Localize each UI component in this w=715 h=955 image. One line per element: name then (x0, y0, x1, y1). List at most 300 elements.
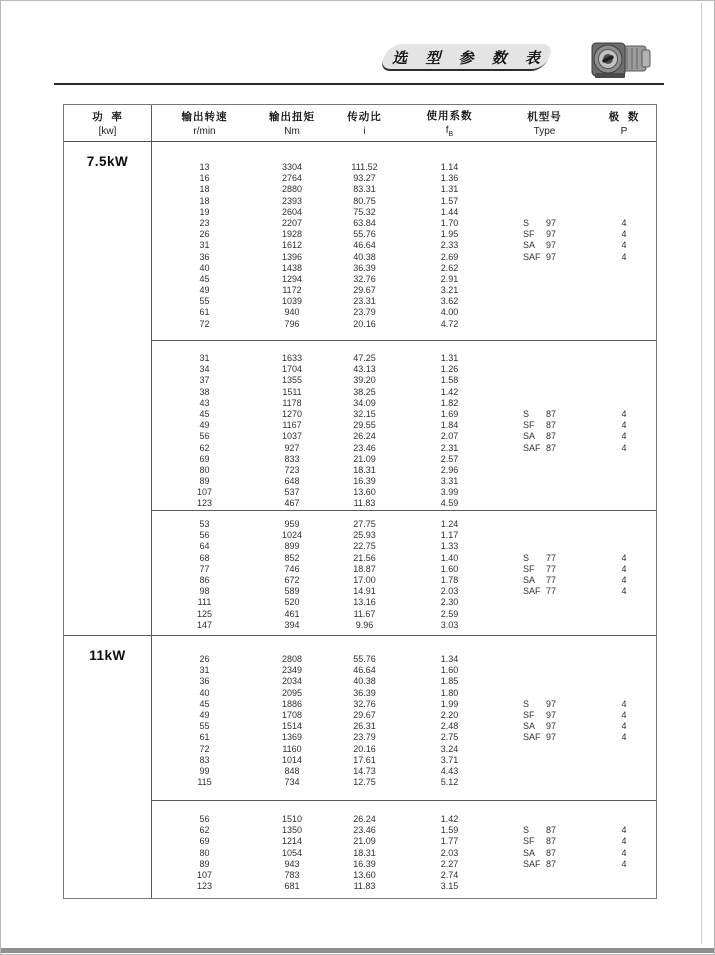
table-row (152, 699, 656, 710)
torque-cell: 899 (284, 541, 300, 552)
ratio-cell: 11.83 (353, 881, 376, 892)
torque-cell: 1054 (281, 847, 303, 858)
fb-cell: 4.43 (440, 765, 459, 776)
torque-cell: 520 (284, 597, 300, 608)
fb-cell: 1.60 (440, 563, 459, 574)
rpm-cell: 115 (197, 777, 212, 788)
column-header: 输出扭矩 Nm (269, 111, 315, 137)
ratio-cell: 23.79 (353, 732, 376, 743)
rpm-cell: 56 (199, 431, 210, 442)
rpm-cell: 99 (199, 765, 210, 776)
page-title-banner (384, 44, 549, 71)
torque-cell: 2604 (281, 206, 303, 217)
fb-cell: 2.57 (440, 453, 459, 464)
rpm-cell: 55 (199, 296, 210, 307)
table-row (152, 766, 656, 777)
table-row (152, 575, 656, 586)
torque-cell: 1350 (281, 825, 303, 836)
ratio-cell: 26.24 (353, 814, 376, 824)
power-section (64, 635, 656, 898)
rpm-cell: 18 (199, 184, 210, 195)
ratio-cell: 55.76 (353, 654, 376, 664)
ratio-cell: 39.20 (353, 375, 376, 386)
table-row (152, 519, 656, 530)
torque-cell: 943 (284, 858, 300, 869)
rpm-cell: 83 (199, 754, 210, 765)
table-row (152, 443, 656, 454)
ratio-cell: 43.13 (353, 364, 376, 375)
table-row (152, 870, 656, 881)
poles-cell: 4 (621, 732, 627, 743)
torque-cell: 2808 (281, 654, 303, 664)
type-cell: SF 97 (523, 709, 557, 720)
ratio-cell: 18.87 (353, 563, 376, 574)
type-cell: SAF 97 (523, 732, 557, 743)
torque-cell: 1178 (282, 397, 302, 408)
torque-cell: 2095 (281, 687, 303, 698)
torque-cell: 648 (284, 476, 300, 487)
table-row (152, 296, 656, 307)
fb-cell: 1.31 (440, 184, 459, 195)
ratio-cell: 26.24 (353, 431, 376, 442)
ratio-cell: 23.46 (353, 442, 376, 453)
ratio-block (152, 800, 656, 898)
table-row (152, 814, 656, 825)
rpm-cell: 31 (199, 353, 210, 363)
rpm-cell: 80 (199, 847, 210, 858)
table-row (152, 375, 656, 386)
ratio-cell: 25.93 (353, 530, 376, 541)
power-cell (64, 636, 152, 898)
torque-cell: 1024 (281, 530, 303, 541)
rpm-cell: 40 (199, 687, 210, 698)
ratio-cell: 13.16 (353, 597, 376, 608)
rpm-cell: 40 (199, 262, 210, 273)
torque-cell: 852 (284, 552, 300, 563)
poles-cell: 4 (621, 442, 627, 453)
ratio-cell: 29.67 (353, 285, 376, 296)
poles-cell: 4 (621, 858, 627, 869)
table-row (152, 431, 656, 442)
fb-cell: 2.27 (440, 858, 459, 869)
fb-cell: 1.69 (440, 408, 459, 419)
ratio-cell: 32.76 (353, 698, 376, 709)
ratio-cell: 40.38 (353, 676, 376, 687)
ratio-cell: 9.96 (355, 619, 374, 630)
poles-cell: 4 (621, 240, 627, 251)
table-row (152, 307, 656, 318)
table-row (152, 240, 656, 251)
table-row (152, 353, 656, 364)
fb-cell: 2.69 (440, 251, 459, 262)
fb-cell: 1.59 (440, 825, 459, 836)
fb-cell: 1.82 (440, 397, 459, 408)
fb-cell: 4.00 (440, 307, 459, 318)
table-row (152, 487, 656, 498)
rpm-cell: 13 (199, 162, 210, 172)
rpm-cell: 34 (199, 364, 210, 375)
table-row (152, 732, 656, 743)
rpm-cell: 77 (199, 563, 210, 574)
torque-cell: 2764 (281, 173, 303, 184)
rpm-cell: 80 (199, 464, 210, 475)
type-cell: SA 97 (523, 240, 557, 251)
fb-cell: 1.84 (440, 420, 459, 431)
fb-cell: 3.03 (440, 619, 459, 630)
fb-cell: 1.36 (440, 173, 459, 184)
torque-cell: 672 (284, 574, 300, 585)
table-row (152, 859, 656, 870)
type-cell: S 87 (523, 825, 557, 836)
torque-cell: 1514 (281, 721, 303, 732)
ratio-cell: 21.09 (353, 836, 376, 847)
type-cell: SA 77 (523, 574, 557, 585)
torque-cell: 734 (284, 777, 300, 788)
poles-cell: 4 (621, 709, 627, 720)
table-row (152, 196, 656, 207)
table-row (152, 274, 656, 285)
rpm-cell: 49 (199, 285, 210, 296)
ratio-block (152, 636, 656, 800)
ratio-cell: 63.84 (353, 217, 376, 228)
power-section (64, 142, 656, 635)
rpm-cell: 61 (199, 307, 210, 318)
ratio-cell: 34.09 (353, 397, 376, 408)
rpm-cell: 111 (197, 597, 212, 608)
rpm-cell: 43 (199, 397, 210, 408)
fb-cell: 1.31 (440, 353, 459, 363)
fb-cell: 3.31 (440, 476, 459, 487)
header-rule (54, 83, 664, 85)
torque-cell: 1704 (281, 364, 303, 375)
table-row (152, 597, 656, 608)
table-row (152, 263, 656, 274)
torque-cell: 3304 (281, 162, 303, 172)
torque-cell: 783 (284, 869, 300, 880)
power-cell (64, 142, 152, 635)
rpm-cell: 69 (199, 836, 210, 847)
table-row (152, 184, 656, 195)
torque-cell: 1886 (281, 698, 303, 709)
fb-cell: 1.42 (440, 386, 459, 397)
ratio-cell: 29.67 (353, 709, 376, 720)
table-row (152, 825, 656, 836)
torque-cell: 2207 (281, 217, 303, 228)
ratio-block (152, 142, 656, 340)
table-row (152, 755, 656, 766)
table-row (152, 498, 656, 509)
poles-cell: 4 (621, 552, 627, 563)
table-row (152, 609, 656, 620)
rpm-cell: 45 (199, 408, 210, 419)
torque-cell: 2349 (281, 665, 303, 676)
rpm-cell: 69 (199, 453, 210, 464)
ratio-cell: 13.60 (353, 487, 376, 498)
type-cell: SAF 77 (523, 586, 557, 597)
ratio-cell: 18.31 (353, 847, 376, 858)
rpm-cell: 123 (196, 881, 213, 892)
fb-cell: 4.72 (440, 318, 459, 329)
torque-cell: 1355 (281, 375, 303, 386)
torque-cell: 1294 (281, 273, 303, 284)
torque-cell: 1928 (281, 229, 303, 240)
rpm-cell: 147 (196, 619, 213, 630)
rpm-cell: 107 (196, 487, 213, 498)
rpm-cell: 86 (199, 574, 210, 585)
poles-cell: 4 (621, 836, 627, 847)
fb-cell: 2.33 (440, 240, 459, 251)
ratio-block (152, 510, 656, 635)
fb-cell: 3.24 (440, 743, 459, 754)
rpm-cell: 62 (199, 825, 210, 836)
ratio-cell: 27.75 (353, 519, 376, 529)
fb-cell: 2.91 (440, 273, 459, 284)
ratio-cell: 23.31 (353, 296, 376, 307)
rpm-cell: 61 (199, 732, 210, 743)
torque-cell: 1369 (281, 732, 303, 743)
poles-cell: 4 (621, 847, 627, 858)
torque-cell: 537 (284, 487, 300, 498)
rpm-cell: 23 (199, 217, 210, 228)
rpm-cell: 62 (199, 442, 210, 453)
torque-cell: 1167 (282, 420, 302, 431)
fb-cell: 2.03 (440, 586, 459, 597)
poles-cell: 4 (621, 698, 627, 709)
table-row (152, 836, 656, 847)
type-cell: SF 97 (523, 229, 557, 240)
table-row (152, 688, 656, 699)
rpm-cell: 36 (199, 676, 210, 687)
ratio-cell: 23.79 (353, 307, 376, 318)
column-header: 传动比 i (347, 111, 382, 137)
fb-cell: 1.99 (440, 698, 459, 709)
rpm-cell: 26 (199, 654, 210, 664)
table-row (152, 207, 656, 218)
torque-cell: 1160 (282, 743, 302, 754)
torque-cell: 1039 (281, 296, 303, 307)
rpm-cell: 72 (199, 743, 210, 754)
rpm-cell: 55 (199, 721, 210, 732)
torque-cell: 1510 (281, 814, 303, 824)
rpm-cell: 107 (196, 869, 213, 880)
poles-cell: 4 (621, 586, 627, 597)
type-cell: S 77 (523, 552, 557, 563)
rpm-cell: 36 (199, 251, 210, 262)
rpm-cell: 89 (199, 858, 210, 869)
fb-cell: 2.30 (440, 597, 459, 608)
fb-cell: 1.60 (440, 665, 459, 676)
table-row (152, 620, 656, 631)
fb-cell: 1.78 (440, 574, 459, 585)
ratio-cell: 12.75 (353, 777, 376, 788)
poles-cell: 4 (621, 574, 627, 585)
ratio-cell: 14.73 (353, 765, 376, 776)
ratio-block (152, 340, 656, 510)
rpm-cell: 19 (199, 206, 210, 217)
table-row (152, 881, 656, 892)
fb-cell: 2.03 (440, 847, 459, 858)
rpm-cell: 123 (196, 498, 213, 509)
fb-cell: 1.42 (440, 814, 459, 824)
poles-cell: 4 (621, 431, 627, 442)
fb-cell: 3.71 (440, 754, 459, 765)
table-row (152, 744, 656, 755)
fb-cell: 1.40 (440, 552, 459, 563)
table-body (64, 142, 656, 898)
ratio-cell: 38.25 (353, 386, 376, 397)
fb-cell: 1.58 (440, 375, 459, 386)
rpm-cell: 49 (199, 420, 210, 431)
page-title: 选 型 参 数 表 (392, 50, 547, 67)
torque-cell: 1037 (281, 431, 303, 442)
torque-cell: 1172 (282, 285, 302, 296)
type-cell: SA 87 (523, 431, 557, 442)
table-row (152, 229, 656, 240)
power-label: 7.5kW (86, 154, 129, 169)
ratio-cell: 40.38 (353, 251, 376, 262)
table-row (152, 420, 656, 431)
table-row (152, 218, 656, 229)
torque-cell: 848 (284, 765, 300, 776)
torque-cell: 833 (284, 453, 300, 464)
table-header-row (64, 105, 656, 142)
fb-cell: 1.14 (440, 162, 459, 172)
ratio-cell: 17.61 (353, 754, 376, 765)
ratio-cell: 11.83 (353, 498, 376, 509)
fb-cell: 1.95 (440, 229, 459, 240)
rpm-cell: 64 (199, 541, 210, 552)
column-header: 极 数 P (608, 111, 640, 137)
page-margin-line (701, 3, 702, 944)
selection-parameter-table (63, 104, 657, 899)
table-row (152, 476, 656, 487)
poles-cell: 4 (621, 721, 627, 732)
table-row (152, 530, 656, 541)
ratio-cell: 75.32 (353, 206, 376, 217)
table-row (152, 586, 656, 597)
ratio-cell: 13.60 (353, 869, 376, 880)
torque-cell: 723 (284, 464, 300, 475)
ratio-cell: 11.67 (353, 608, 376, 619)
table-row (152, 285, 656, 296)
fb-cell: 3.99 (440, 487, 459, 498)
ratio-cell: 26.31 (353, 721, 376, 732)
torque-cell: 940 (284, 307, 300, 318)
torque-cell: 2393 (281, 195, 303, 206)
ratio-cell: 93.27 (353, 173, 376, 184)
torque-cell: 1014 (281, 754, 303, 765)
ratio-cell: 14.91 (353, 586, 376, 597)
rpm-cell: 16 (199, 173, 210, 184)
torque-cell: 1708 (281, 709, 303, 720)
fb-cell: 1.33 (440, 541, 459, 552)
ratio-cell: 46.64 (353, 665, 376, 676)
fb-cell: 2.20 (440, 709, 459, 720)
table-row (152, 710, 656, 721)
table-row (152, 541, 656, 552)
rpm-cell: 45 (199, 698, 210, 709)
rpm-cell: 31 (199, 665, 210, 676)
torque-cell: 1214 (281, 836, 303, 847)
column-header: 功 率 [kw] (64, 105, 152, 141)
rpm-cell: 49 (199, 709, 210, 720)
table-row (152, 252, 656, 263)
fb-cell: 2.59 (440, 608, 459, 619)
ratio-cell: 16.39 (353, 476, 376, 487)
fb-cell: 1.17 (440, 530, 459, 541)
torque-cell: 589 (284, 586, 300, 597)
ratio-cell: 111.52 (351, 162, 378, 172)
ratio-cell: 20.16 (353, 318, 376, 329)
rpm-cell: 56 (199, 814, 210, 824)
ratio-cell: 29.55 (353, 420, 376, 431)
ratio-cell: 80.75 (353, 195, 376, 206)
fb-cell: 1.85 (440, 676, 459, 687)
type-cell: SAF 97 (523, 251, 557, 262)
fb-cell: 1.24 (440, 519, 459, 529)
torque-cell: 2880 (281, 184, 303, 195)
ratio-cell: 36.39 (353, 687, 376, 698)
torque-cell: 461 (284, 608, 300, 619)
ratio-cell: 21.09 (353, 453, 376, 464)
rpm-cell: 89 (199, 476, 210, 487)
fb-cell: 1.34 (440, 654, 459, 664)
fb-cell: 2.62 (440, 262, 459, 273)
type-cell: S 97 (523, 217, 557, 228)
type-cell: SA 97 (523, 721, 557, 732)
fb-cell: 3.21 (440, 285, 459, 296)
ratio-cell: 32.76 (353, 273, 376, 284)
table-row (152, 848, 656, 859)
table-row (152, 319, 656, 330)
table-row (152, 665, 656, 676)
torque-cell: 746 (284, 563, 300, 574)
table-row (152, 721, 656, 732)
fb-cell: 3.62 (440, 296, 459, 307)
torque-cell: 1270 (281, 408, 303, 419)
poles-cell: 4 (621, 408, 627, 419)
fb-cell: 1.77 (440, 836, 459, 847)
torque-cell: 1612 (281, 240, 303, 251)
type-cell: SAF 87 (523, 858, 557, 869)
fb-cell: 1.80 (440, 687, 459, 698)
table-row (152, 162, 656, 173)
poles-cell: 4 (621, 825, 627, 836)
fb-cell: 2.96 (440, 464, 459, 475)
table-row (152, 409, 656, 420)
poles-cell: 4 (621, 217, 627, 228)
torque-cell: 1511 (282, 386, 302, 397)
ratio-cell: 47.25 (353, 353, 376, 363)
ratio-cell: 23.46 (353, 825, 376, 836)
torque-cell: 681 (284, 881, 300, 892)
rpm-cell: 38 (199, 386, 210, 397)
poles-cell: 4 (621, 563, 627, 574)
torque-cell: 1438 (281, 262, 303, 273)
table-row (152, 654, 656, 665)
torque-cell: 959 (284, 519, 300, 529)
poles-cell: 4 (621, 229, 627, 240)
table-row (152, 387, 656, 398)
rpm-cell: 68 (199, 552, 210, 563)
torque-cell: 927 (284, 442, 300, 453)
rpm-cell: 18 (199, 195, 210, 206)
rpm-cell: 56 (199, 530, 210, 541)
column-header: 机型号 Type (527, 111, 562, 137)
ratio-cell: 55.76 (353, 229, 376, 240)
power-label: 11kW (89, 648, 126, 663)
table-row (152, 564, 656, 575)
